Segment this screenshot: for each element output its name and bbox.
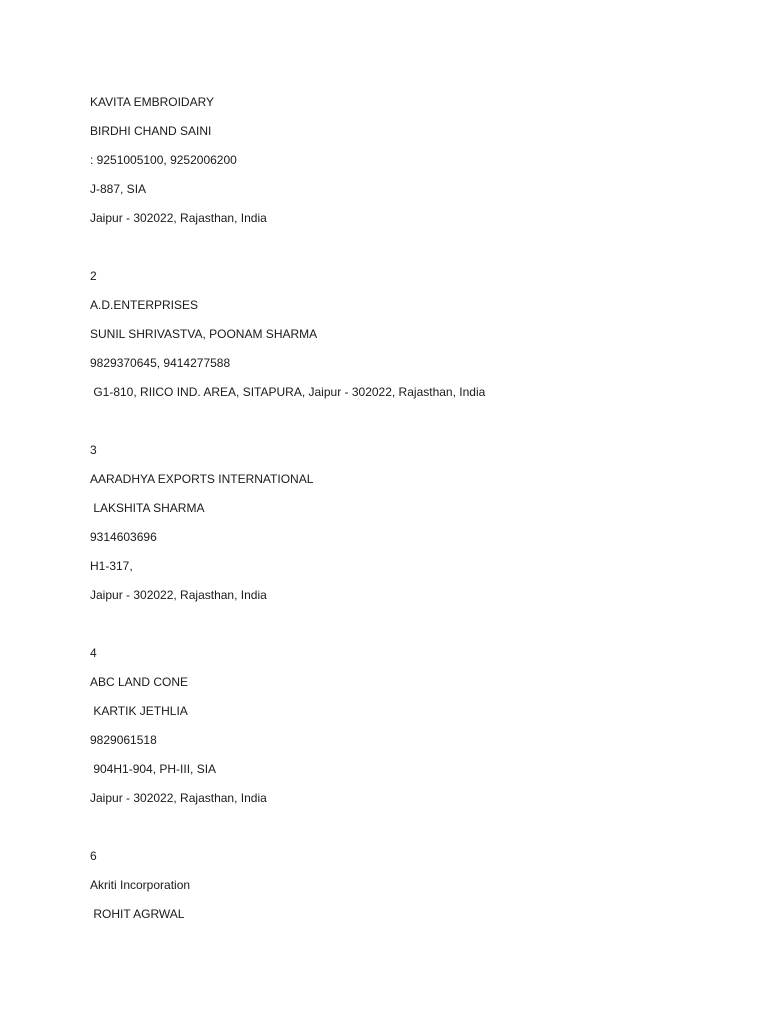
company-name: AARADHYA EXPORTS INTERNATIONAL [90,472,314,486]
contact-name: KARTIK JETHLIA [90,704,188,718]
address-line: G1-810, RIICO IND. AREA, SITAPURA, Jaipur - 302022, Rajasthan, India [90,385,486,399]
phone-number: 9829061518 [90,733,157,747]
company-name: ABC LAND CONE [90,675,189,689]
company-name: A.D.ENTERPRISES [90,298,199,312]
phone-number: 9314603696 [90,530,157,544]
directory-entry [90,645,730,806]
entry-number: 2 [90,269,97,283]
directory-entry [90,94,730,226]
company-name: Akriti Incorporation [90,878,191,892]
directory-entry [90,268,730,400]
contact-name: SUNIL SHRIVASTVA, POONAM SHARMA [90,327,318,341]
address-line: Jaipur - 302022, Rajasthan, India [90,211,267,225]
contact-name: LAKSHITA SHARMA [90,501,205,515]
phone-number: 9829370645, 9414277588 [90,356,231,370]
address-line: 904H1-904, PH-III, SIA [90,762,217,776]
address-line: Jaipur - 302022, Rajasthan, India [90,588,267,602]
contact-name: ROHIT AGRWAL [90,907,185,921]
contact-name: BIRDHI CHAND SAINI [90,124,212,138]
entry-number: 6 [90,849,97,863]
document-page [90,94,730,935]
directory-entry [90,848,730,922]
directory-entry [90,442,730,603]
address-line: H1-317, [90,559,133,573]
company-name: KAVITA EMBROIDARY [90,95,215,109]
entry-number: 4 [90,646,97,660]
address-line: Jaipur - 302022, Rajasthan, India [90,791,267,805]
address-line: J-887, SIA [90,182,147,196]
phone-number: : 9251005100, 9252006200 [90,153,237,167]
entry-number: 3 [90,443,97,457]
